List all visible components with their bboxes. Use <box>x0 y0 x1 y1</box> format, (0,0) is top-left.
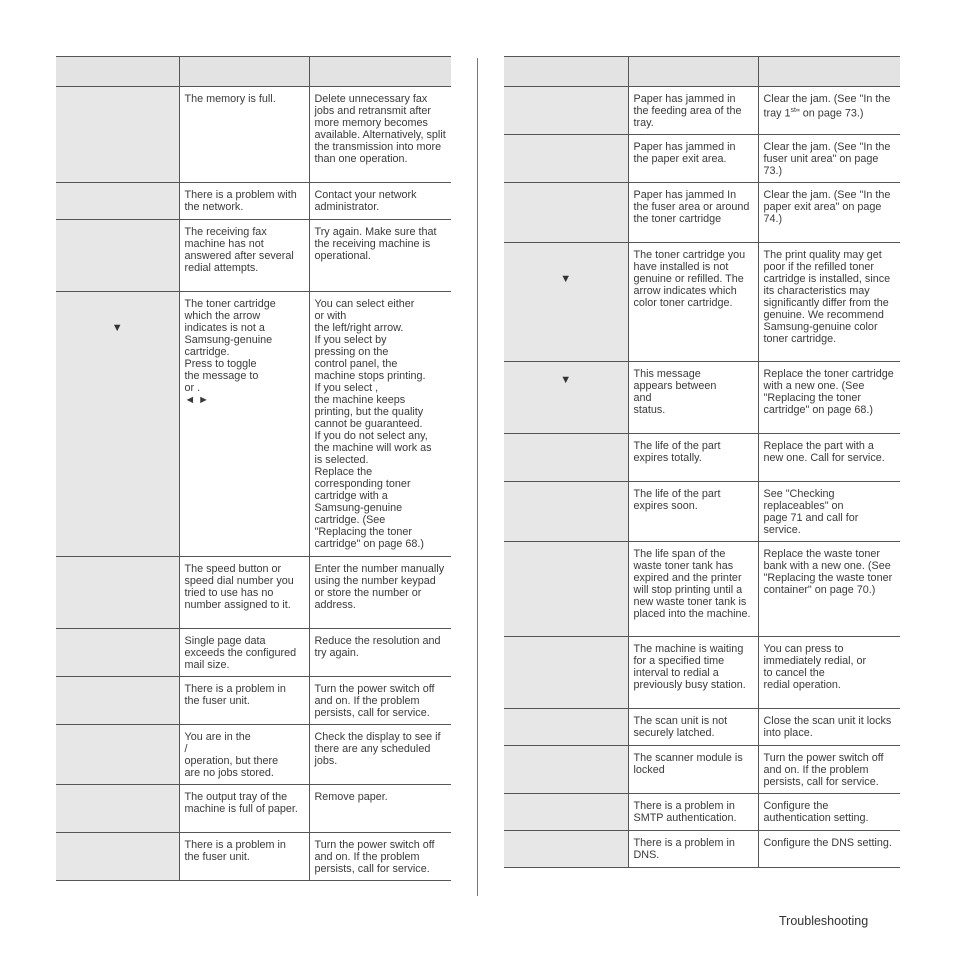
message-cell <box>504 243 628 362</box>
footer-section-title: Troubleshooting <box>779 914 869 928</box>
message-cell <box>56 557 179 629</box>
table-row <box>504 243 900 362</box>
table-row <box>504 542 900 637</box>
table-row <box>504 183 900 243</box>
cause-cell <box>179 292 309 557</box>
table-row <box>56 785 451 833</box>
cause-cell: The life of the part expires soon. <box>628 482 758 542</box>
solution-cell: Turn the power switch off and on. If the problem persists, call for service. <box>758 746 900 794</box>
solution-cell: Delete unnecessary fax jobs and retransmit after more memory becomes available. Alternatively, split the transmission into more than one operation. <box>309 87 451 183</box>
cause-cell: Paper has jammed In the fuser area or around the toner cartridge <box>628 183 758 243</box>
solution-cell: Clear the jam. (See "In the paper exit area" on page 74.) <box>758 183 900 243</box>
solution-cell: Enter the number manually using the number keypad or store the number or address. <box>309 557 451 629</box>
message-cell <box>56 87 179 183</box>
solution-cell: Clear the jam. (See "In the fuser unit area" on page 73.) <box>758 135 900 183</box>
solution-text: You can press to immediately redial, or to cancel the redial operation. <box>763 643 867 691</box>
table-row <box>56 629 451 677</box>
solution-cell: Replace the waste toner bank with a new one. (See "Replacing the waste toner container" on page 70.) <box>758 542 900 637</box>
solution-cell: Configure the DNS setting. <box>758 831 900 868</box>
cause-cell <box>179 725 309 785</box>
cause-cell: The speed button or speed dial number you tried to use has no number assigned to it. <box>179 557 309 629</box>
message-cell <box>56 183 179 220</box>
message-cell <box>56 677 179 725</box>
solution-cell <box>758 482 900 542</box>
cause-cell: The toner cartridge you have installed is not genuine or refilled. The arrow indicates which color toner cartridge. <box>628 243 758 362</box>
table-row <box>56 220 451 292</box>
table-row <box>504 831 900 868</box>
header-message <box>56 57 179 87</box>
table-row <box>504 709 900 746</box>
solution-cell: Replace the toner cartridge with a new one. (See "Replacing the toner cartridge" on page 68.) <box>758 362 900 434</box>
solution-cell: Close the scan unit it locks into place. <box>758 709 900 746</box>
message-cell <box>56 725 179 785</box>
left-troubleshooting-table <box>56 56 451 881</box>
message-cell <box>504 434 628 482</box>
solution-cell: Check the display to see if there are any scheduled jobs. <box>309 725 451 785</box>
solution-cell: Reduce the resolution and try again. <box>309 629 451 677</box>
table-header-row <box>56 57 451 87</box>
solution-cell: Turn the power switch off and on. If the problem persists, call for service. <box>309 677 451 725</box>
cause-text: The toner cartridge which the arrow indicates is not a Samsung-genuine cartridge. Press to toggle the message to or . ◄ ► <box>184 298 276 406</box>
cause-cell: The receiving fax machine has not answered after several redial attempts. <box>179 220 309 292</box>
header-suggested-solutions <box>758 57 900 87</box>
table-row <box>56 677 451 725</box>
message-cell <box>504 135 628 183</box>
solution-cell: Configure the authentication setting. <box>758 794 900 831</box>
table-row <box>504 434 900 482</box>
cause-cell: There is a problem in the fuser unit. <box>179 833 309 881</box>
solution-text: See "Checking replaceables" on page 71 and call for service. <box>763 488 859 536</box>
header-meaning <box>179 57 309 87</box>
table-row <box>504 87 900 135</box>
table-row <box>504 637 900 709</box>
header-suggested-solutions <box>309 57 451 87</box>
right-troubleshooting-table <box>504 56 900 868</box>
solution-cell: Remove paper. <box>309 785 451 833</box>
cause-cell: The memory is full. <box>179 87 309 183</box>
message-cell <box>56 292 179 557</box>
message-cell <box>504 637 628 709</box>
cause-text: You are in the / operation, but there are no jobs stored. <box>184 731 279 779</box>
message-cell <box>504 709 628 746</box>
table-row <box>504 362 900 434</box>
message-cell <box>504 831 628 868</box>
cause-cell: Single page data exceeds the configured mail size. <box>179 629 309 677</box>
table-row <box>56 183 451 220</box>
table-header-row <box>504 57 900 87</box>
table-row <box>504 746 900 794</box>
cause-cell: Paper has jammed in the paper exit area. <box>628 135 758 183</box>
cause-cell: There is a problem in the fuser unit. <box>179 677 309 725</box>
cause-cell: The scan unit is not securely latched. <box>628 709 758 746</box>
table-row <box>56 833 451 881</box>
cause-cell <box>628 362 758 434</box>
cause-cell: The scanner module is locked <box>628 746 758 794</box>
solution-cell: Turn the power switch off and on. If the problem persists, call for service. <box>309 833 451 881</box>
table-row <box>504 794 900 831</box>
column-divider <box>477 58 478 896</box>
solution-cell: Replace the part with a new one. Call for service. <box>758 434 900 482</box>
message-cell <box>504 362 628 434</box>
solution-cell <box>758 637 900 709</box>
cause-cell: The life of the part expires totally. <box>628 434 758 482</box>
table-row <box>56 557 451 629</box>
solution-cell: Clear the jam. (See "In the tray 1st" on page 73.) <box>758 87 900 135</box>
solution-cell: Contact your network administrator. <box>309 183 451 220</box>
message-cell <box>56 785 179 833</box>
solution-cell: Try again. Make sure that the receiving machine is operational. <box>309 220 451 292</box>
down-arrow-icon: ▼ <box>560 374 572 386</box>
message-cell <box>504 542 628 637</box>
message-cell <box>504 794 628 831</box>
table-row <box>504 135 900 183</box>
message-cell <box>504 87 628 135</box>
table-row <box>56 292 451 557</box>
header-meaning <box>628 57 758 87</box>
message-cell <box>56 220 179 292</box>
solution-cell: The print quality may get poor if the refilled toner cartridge is installed, since its characteristics may significantly differ from the genuine. We recommend Samsung-genuine color toner cartridge. <box>758 243 900 362</box>
down-arrow-icon: ▼ <box>111 322 123 334</box>
header-message <box>504 57 628 87</box>
cause-cell: The output tray of the machine is full of paper. <box>179 785 309 833</box>
message-cell <box>56 833 179 881</box>
cause-cell: There is a problem in DNS. <box>628 831 758 868</box>
solution-cell <box>309 292 451 557</box>
table-row <box>56 87 451 183</box>
table-row <box>56 725 451 785</box>
solution-text: You can select either or with the left/right arrow. If you select by pressing on the control panel, the machine stops printing. If you select , the machine keeps printing, but the quality cannot be guaranteed. If you do not select any, the machine will work as is selected. Replace the corresponding toner cartridge with a Samsung-genuine cartridge. (See "Replacing the toner cartridge" on page 68.) <box>314 298 432 550</box>
cause-cell: There is a problem in SMTP authentication. <box>628 794 758 831</box>
cause-cell: Paper has jammed in the feeding area of the tray. <box>628 87 758 135</box>
cause-cell: The life span of the waste toner tank has expired and the printer will stop printing until a new waste toner tank is placed into the machine. <box>628 542 758 637</box>
down-arrow-icon: ▼ <box>560 273 572 285</box>
cause-cell: There is a problem with the network. <box>179 183 309 220</box>
table-row <box>504 482 900 542</box>
message-cell <box>504 183 628 243</box>
message-cell <box>56 629 179 677</box>
message-cell <box>504 482 628 542</box>
message-cell <box>504 746 628 794</box>
cause-text: This message appears between and status. <box>633 368 717 416</box>
cause-cell: The machine is waiting for a specified time interval to redial a previously busy station. <box>628 637 758 709</box>
